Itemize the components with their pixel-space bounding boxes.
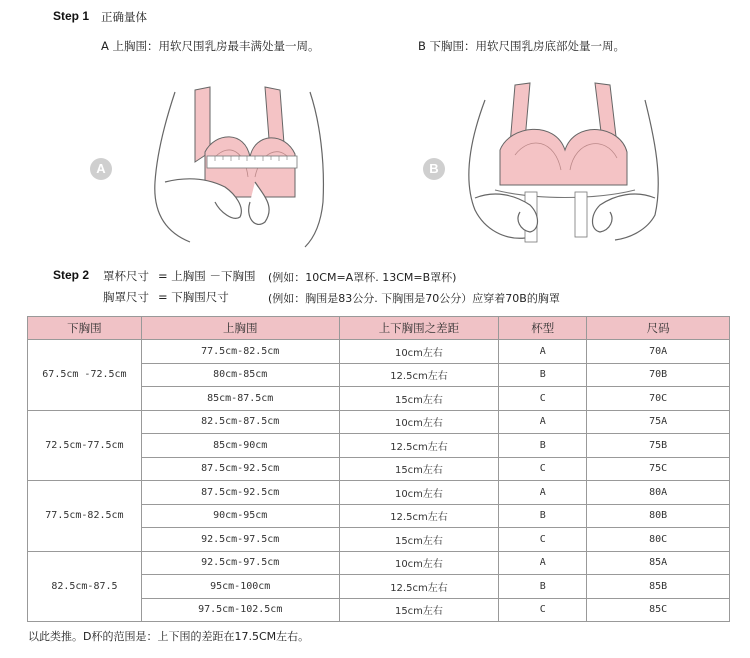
- step2-bra-formula: = 下胸围尺寸: [158, 290, 229, 304]
- upper-bust-cell: 82.5cm-87.5cm: [141, 410, 339, 434]
- cup-cell: B: [499, 363, 587, 387]
- cup-cell: C: [499, 598, 587, 622]
- step2-label: Step 2: [53, 268, 90, 282]
- badge-a: A: [90, 158, 112, 180]
- step1-title: 正确量体: [101, 10, 147, 24]
- header-cup: 杯型: [499, 317, 587, 340]
- difference-cell: 10cm左右: [339, 481, 499, 505]
- difference-cell: 10cm左右: [339, 551, 499, 575]
- header-under-bust: 下胸围: [28, 317, 142, 340]
- upper-bust-cell: 85cm-90cm: [141, 434, 339, 458]
- upper-bust-cell: 85cm-87.5cm: [141, 387, 339, 411]
- step1-b-text: B 下胸围：用软尺围乳房底部处量一周。: [418, 39, 626, 53]
- cup-cell: A: [499, 410, 587, 434]
- upper-bust-cell: 92.5cm-97.5cm: [141, 551, 339, 575]
- size-cell: 75C: [587, 457, 730, 481]
- table-row: [28, 551, 730, 575]
- difference-cell: 15cm左右: [339, 457, 499, 481]
- step1-label: Step 1: [53, 9, 90, 23]
- difference-cell: 10cm左右: [339, 410, 499, 434]
- upper-bust-cell: 95cm-100cm: [141, 575, 339, 599]
- difference-cell: 15cm左右: [339, 528, 499, 552]
- step2-cup-example: (例如：10CM=A罩杯. 13CM=B罩杯): [268, 271, 457, 284]
- upper-bust-cell: 97.5cm-102.5cm: [141, 598, 339, 622]
- difference-cell: 12.5cm左右: [339, 504, 499, 528]
- size-cell: 80C: [587, 528, 730, 552]
- difference-cell: 12.5cm左右: [339, 434, 499, 458]
- under-bust-cell: 67.5cm -72.5cm: [28, 340, 142, 411]
- table-row: [28, 481, 730, 505]
- step2-cup-label: 罩杯尺寸: [103, 269, 149, 283]
- cup-cell: A: [499, 340, 587, 364]
- cup-cell: A: [499, 551, 587, 575]
- footer-note: 以此类推。D杯的范围是：上下围的差距在17.5CM左右。: [28, 630, 310, 643]
- cup-cell: B: [499, 504, 587, 528]
- size-cell: 70C: [587, 387, 730, 411]
- size-cell: 85A: [587, 551, 730, 575]
- under-bust-cell: 82.5cm-87.5: [28, 551, 142, 622]
- upper-bust-cell: 87.5cm-92.5cm: [141, 481, 339, 505]
- upper-bust-cell: 77.5cm-82.5cm: [141, 340, 339, 364]
- difference-cell: 10cm左右: [339, 340, 499, 364]
- difference-cell: 12.5cm左右: [339, 575, 499, 599]
- size-cell: 80A: [587, 481, 730, 505]
- step1-a-text: A 上胸围：用软尺围乳房最丰满处量一周。: [101, 39, 320, 53]
- cup-cell: C: [499, 457, 587, 481]
- upper-bust-cell: 80cm-85cm: [141, 363, 339, 387]
- cup-cell: B: [499, 434, 587, 458]
- under-bust-cell: 72.5cm-77.5cm: [28, 410, 142, 481]
- cup-cell: A: [499, 481, 587, 505]
- difference-cell: 15cm左右: [339, 598, 499, 622]
- header-difference: 上下胸围之差距: [339, 317, 499, 340]
- under-bust-cell: 77.5cm-82.5cm: [28, 481, 142, 552]
- size-cell: 75B: [587, 434, 730, 458]
- upper-bust-cell: 90cm-95cm: [141, 504, 339, 528]
- step2-bra-label: 胸罩尺寸: [103, 290, 149, 304]
- cup-cell: C: [499, 528, 587, 552]
- badge-b: B: [423, 158, 445, 180]
- size-cell: 80B: [587, 504, 730, 528]
- size-table: [27, 316, 730, 622]
- illustration-under-bust: [455, 80, 675, 250]
- table-row: [28, 340, 730, 364]
- table-header-row: [28, 317, 730, 340]
- header-size: 尺码: [587, 317, 730, 340]
- cup-cell: B: [499, 575, 587, 599]
- size-cell: 70A: [587, 340, 730, 364]
- size-cell: 75A: [587, 410, 730, 434]
- table-row: [28, 410, 730, 434]
- step2-cup-formula: = 上胸围 －下胸围: [158, 269, 256, 283]
- upper-bust-cell: 92.5cm-97.5cm: [141, 528, 339, 552]
- header-upper-bust: 上胸围: [141, 317, 339, 340]
- size-cell: 85C: [587, 598, 730, 622]
- size-cell: 85B: [587, 575, 730, 599]
- step2-bra-example: (例如：胸围是83公分. 下胸围是70公分）应穿着70B的胸罩: [268, 292, 560, 305]
- upper-bust-cell: 87.5cm-92.5cm: [141, 457, 339, 481]
- cup-cell: C: [499, 387, 587, 411]
- difference-cell: 12.5cm左右: [339, 363, 499, 387]
- illustration-upper-bust: [135, 82, 335, 252]
- difference-cell: 15cm左右: [339, 387, 499, 411]
- size-cell: 70B: [587, 363, 730, 387]
